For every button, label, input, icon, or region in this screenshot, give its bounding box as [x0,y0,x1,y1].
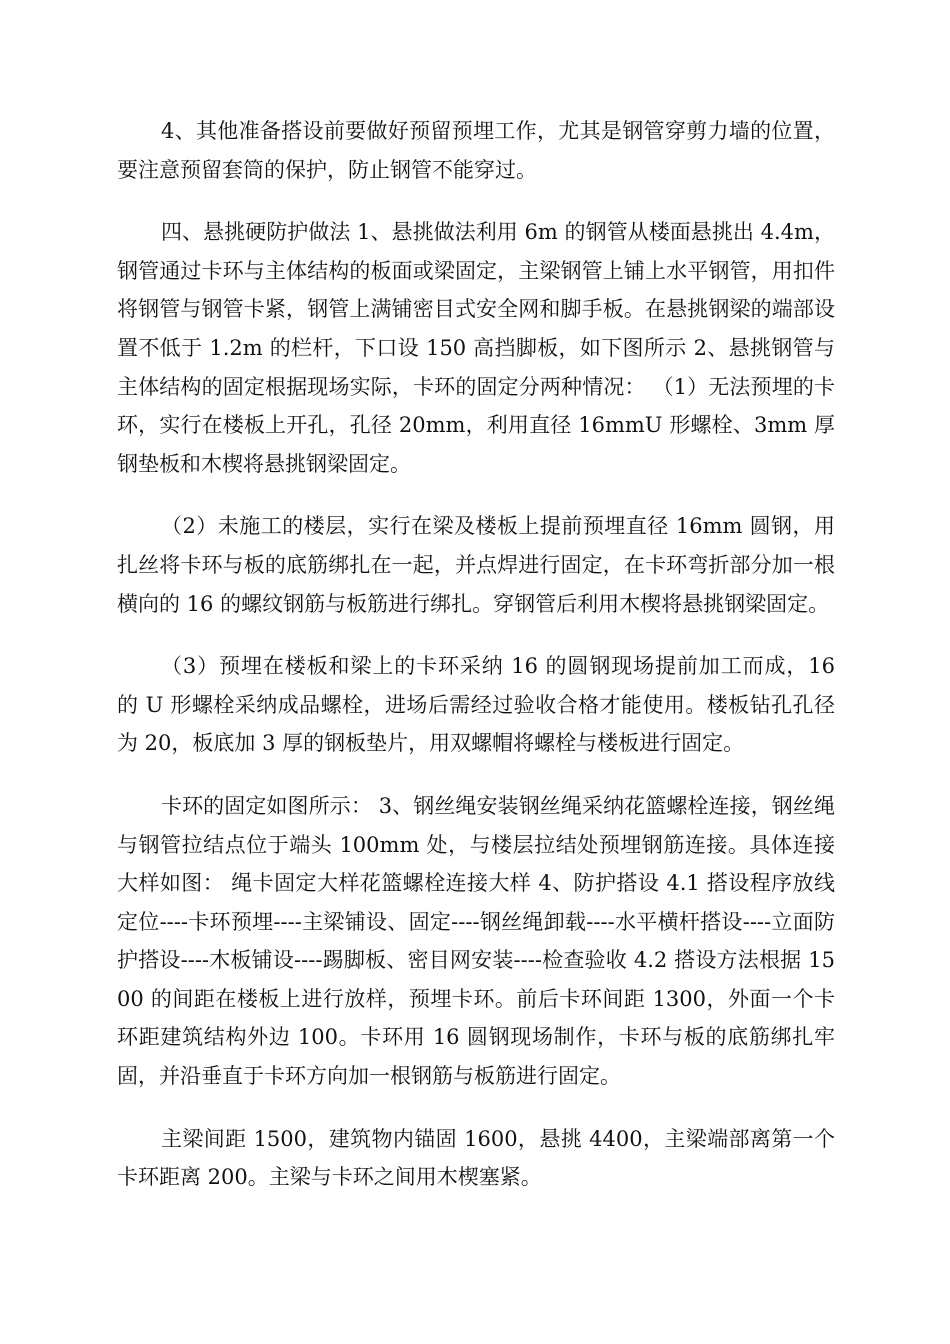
document-body [117,112,835,1221]
paragraph-unbuilt-floor: （2）未施工的楼层，实行在梁及楼板上提前预埋直径 16mm 圆钢，用扎丝将卡环与板的底筋绑扎在一起，并点焊进行固定，在卡环弯折部分加一根横向的 16 的螺纹钢筋与板筋进行绑扎。穿钢管后利用木楔将悬挑钢梁固定。 [117,514,835,616]
paragraph-embedded-ring: （3）预埋在楼板和梁上的卡环采纳 16 的圆钢现场提前加工而成，16 的 U 形螺栓采纳成品螺栓，进场后需经过验收合格才能使用。楼板钻孔孔径为 20，板底加 3 厚的钢板垫片，用双螺帽将螺栓与楼板进行固定。 [117,654,835,756]
paragraph-ring-fixing: 卡环的固定如图所示： 3、钢丝绳安装钢丝绳采纳花篮螺栓连接，钢丝绳与钢管拉结点位于端头 100mm 处，与楼层拉结处预埋钢筋连接。具体连接大样如图： 绳卡固定大样花篮螺栓连接大样 4、防护搭设 4.1 搭设程序放线定位----卡环预埋----主梁铺设、固定----钢丝绳卸载----水平横杆搭设----立面防护搭设----木板铺设----踢脚板、密目网安装----检查验收 4.2 搭设方法根据 1500 的间距在楼板上进行放样，预埋卡环。前后卡环间距 1300，外面一个卡环距建筑结构外边 100。卡环用 16 圆钢现场制作，卡环与板的底筋绑扎牢固，并沿垂直于卡环方向加一根钢筋与板筋进行固定。 [117,793,835,1089]
paragraph-main-beam-spacing: 主梁间距 1500，建筑物内锚固 1600，悬挑 4400，主梁端部离第一个卡环距离 200。主梁与卡环之间用木楔塞紧。 [117,1126,835,1190]
paragraph-cantilever-method: 四、悬挑硬防护做法 1、悬挑做法利用 6m 的钢管从楼面悬挑出 4.4m，钢管通过卡环与主体结构的板面或梁固定，主梁钢管上铺上水平钢管，用扣件将钢管与钢管卡紧，钢管上满铺密目式安全网和脚手板。在悬挑钢梁的端部设置不低于 1.2m 的栏杆，下口设 150 高挡脚板，如下图所示 2、悬挑钢管与主体结构的固定根据现场实际，卡环的固定分两种情况： （1）无法预埋的卡环，实行在楼板上开孔，孔径 20mm，利用直径 16mmU 形螺栓、3mm 厚钢垫板和木楔将悬挑钢梁固定。 [117,220,835,476]
paragraph-preparation: 4、其他准备搭设前要做好预留预埋工作，尤其是钢管穿剪力墙的位置，要注意预留套筒的保护，防止钢管不能穿过。 [117,119,835,182]
